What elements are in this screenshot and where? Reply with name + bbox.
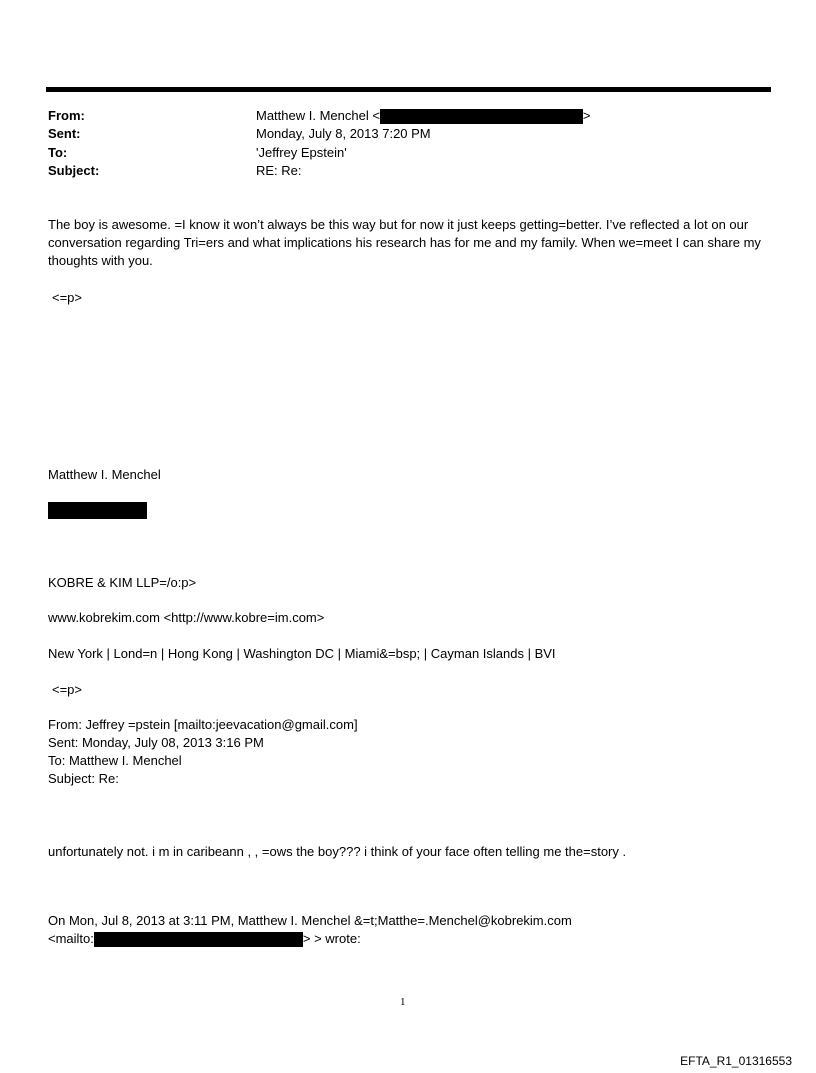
mailto-prefix: <mailto: (48, 931, 94, 946)
signature-name: Matthew I. Menchel (48, 467, 161, 482)
from-value (256, 108, 591, 124)
mailto-redaction (94, 932, 303, 947)
quoted-subject: Subject: Re: (48, 771, 119, 786)
p-tag-text: <=p> (52, 682, 83, 697)
firm-website: www.kobrekim.com <http://www.kobre=im.com> (48, 610, 325, 625)
from-label: From: (48, 108, 85, 123)
redaction-box (380, 109, 583, 124)
from-name: Matthew I. Menchel < (256, 108, 380, 123)
quoted-mailto-line (48, 931, 361, 947)
sent-label: Sent: (48, 126, 81, 141)
quoted-message: unfortunately not. i m in caribeann , , =ows the boy??? i think of your face often telling me the=story . (48, 844, 627, 859)
document-id: EFTA_R1_01316553 (680, 1054, 792, 1068)
page-number: 1 (400, 996, 406, 1008)
quoted-sent: Sent: Monday, July 08, 2013 3:16 PM (48, 735, 264, 750)
office-locations: New York | Lond=n | Hong Kong | Washington DC | Miami&=bsp; | Cayman Islands | BVI (48, 646, 556, 661)
quoted-from: From: Jeffrey =pstein [mailto:jeevacation@gmail.com] (48, 717, 358, 732)
to-value: 'Jeffrey Epstein' (256, 145, 347, 160)
subject-label: Subject: (48, 163, 100, 178)
header-rule (46, 87, 771, 92)
sent-value: Monday, July 8, 2013 7:20 PM (256, 126, 431, 141)
message-paragraph: The boy is awesome. =I know it won’t always be this way but for now it just keeps getting=better. I’ve reflected a lot on our conversation regarding Tri=ers and what implications his research has for me and my family. When we=meet I can share my thoughts with you. (48, 217, 761, 268)
quoted-to: To: Matthew I. Menchel (48, 753, 182, 768)
quoted-on-line: On Mon, Jul 8, 2013 at 3:11 PM, Matthew I. Menchel &=t;Matthe=.Menchel@kobrekim.com (48, 913, 572, 928)
firm-name: KOBRE & KIM LLP=/o:p> (48, 575, 197, 590)
subject-value: RE: Re: (256, 163, 302, 178)
p-tag-text: <=p> (52, 290, 83, 305)
mailto-suffix: > > wrote: (302, 931, 361, 946)
to-label: To: (48, 145, 68, 160)
signature-redaction (48, 502, 147, 519)
from-end: > (582, 108, 591, 123)
